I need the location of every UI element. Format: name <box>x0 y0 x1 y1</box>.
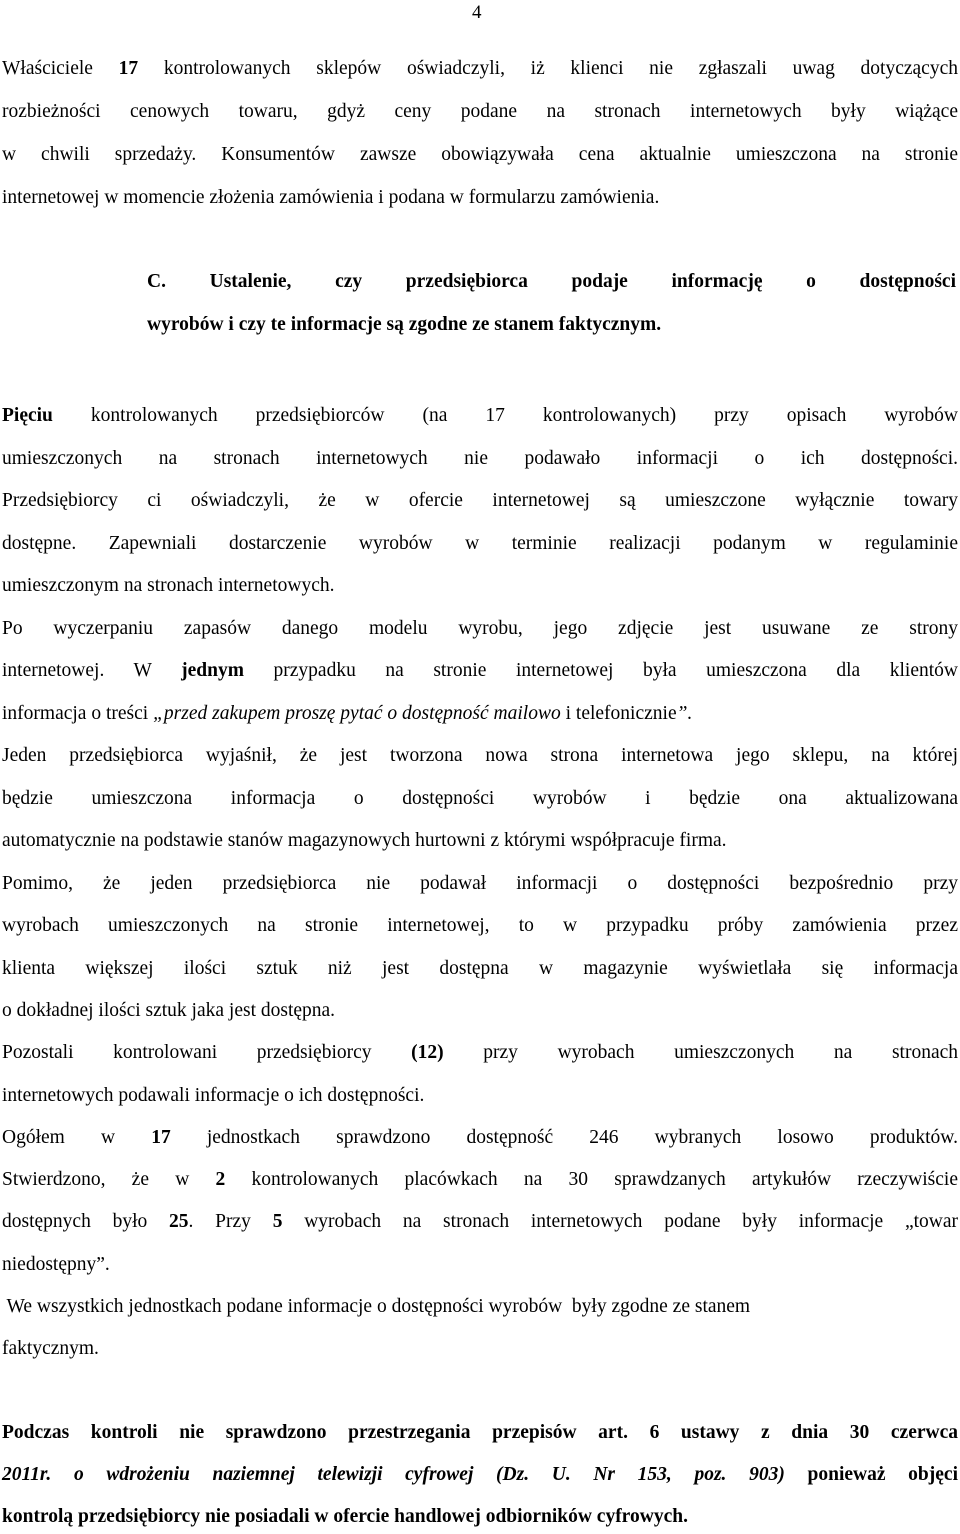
text-line: umieszczonym na stronach internetowych. <box>2 575 335 596</box>
bold-word: Pięciu <box>2 405 53 426</box>
text-line: wyrobach umieszczonych na stronie internetowej, to w przypadku próby zamówienia przez <box>2 915 958 936</box>
text-line: Pomimo, że jeden przedsiębiorca nie podawał informacji o dostępności bezpośrednio przy <box>2 873 958 894</box>
text-line: będzie umieszczona informacja o dostępności wyrobów i będzie ona aktualizowana <box>2 788 958 809</box>
text-line <box>2 1041 958 1065</box>
text-line: Po wyczerpaniu zapasów danego modelu wyrobu, jego zdjęcie jest usuwane ze strony <box>2 618 958 639</box>
text: kontrolowanych placówkach na 30 sprawdzanych artykułów rzeczywiście <box>225 1169 958 1190</box>
text-line: internetowych podawali informacje o ich dostępności. <box>2 1085 425 1106</box>
bold-number: 25 <box>169 1211 189 1232</box>
text: Stwierdzono, że w <box>2 1169 216 1190</box>
italic-citation: 2011r. o wdrożeniu naziemnej telewizji cyfrowej (Dz. U. Nr 153, poz. 903) <box>2 1464 785 1485</box>
bold-number: 2 <box>215 1169 226 1190</box>
text-line <box>2 57 958 81</box>
text: telefonicznie <box>571 703 677 724</box>
text-line: internetowej w momencie złożenia zamówienia i podana w formularzu zamówienia. <box>2 187 660 208</box>
text: przypadku na stronie internetowej była umieszczona dla klientów <box>243 660 958 681</box>
text-line <box>2 1463 958 1487</box>
text-line: umieszczonych na stronach internetowych nie podawało informacji o ich dostępności. <box>2 448 958 469</box>
text-line <box>2 404 958 428</box>
heading-line: wyrobów i czy te informacje są zgodne ze stanem faktycznym. <box>147 314 662 335</box>
text: dostępnych było <box>2 1211 170 1232</box>
text: kontrolowanych sklepów oświadczyli, iż klienci nie zgłaszali uwag dotyczących <box>138 58 958 79</box>
text-line <box>2 659 958 683</box>
text-line: We wszystkich jednostkach podane informacje o dostępności wyrobów były zgodne ze stanem <box>2 1296 751 1317</box>
text-line: o dokładnej ilości sztuk jaka jest dostępna. <box>2 1000 336 1021</box>
text: internetowej. W <box>2 660 182 681</box>
text: Pozostali kontrolowani przedsiębiorcy <box>2 1042 412 1063</box>
text-line: klienta większej ilości sztuk niż jest dostępna w magazynie wyświetlała się informacja <box>2 958 958 979</box>
text: przy wyrobach umieszczonych na stronach <box>443 1042 958 1063</box>
text: informacja o treści <box>2 703 154 724</box>
text-line: Jeden przedsiębiorca wyjaśnił, że jest tworzona nowa strona internetowa jego sklepu, na której <box>2 745 958 766</box>
text: wyrobach na stronach internetowych podane były informacje „towar <box>282 1211 959 1232</box>
text-line <box>2 1210 958 1234</box>
text: . Przy <box>188 1211 273 1232</box>
text-line <box>2 1126 958 1150</box>
text: Właściciele <box>2 58 119 79</box>
bold-number: (12) <box>411 1042 444 1063</box>
text: jednostkach sprawdzono dostępność 246 wybranych losowo produktów. <box>170 1127 958 1148</box>
text: ponieważ objęci <box>784 1464 958 1485</box>
italic-quote: „przed zakupem proszę pytać o dostępność mailowo <box>153 703 566 724</box>
bold-number: 5 <box>272 1211 283 1232</box>
text-line: niedostępny”. <box>2 1254 110 1275</box>
bold-word: jednym <box>181 660 244 681</box>
text-line <box>2 1168 958 1192</box>
text: Ogółem w <box>2 1127 152 1148</box>
text-line: dostępne. Zapewniali dostarczenie wyrobów w terminie realizacji podanym w regulaminie <box>2 533 958 554</box>
heading-line: C. Ustalenie, czy przedsiębiorca podaje informację o dostępności <box>147 271 956 292</box>
text-line: kontrolą przedsiębiorcy nie posiadali w ofercie handlowej odbiorników cyfrowych. <box>2 1506 688 1527</box>
text-line <box>2 702 958 726</box>
page-number: 4 <box>472 2 482 23</box>
text-line: faktycznym. <box>2 1338 99 1359</box>
text-line: Podczas kontroli nie sprawdzono przestrzegania przepisów art. 6 ustawy z dnia 30 czerwca <box>2 1422 958 1443</box>
bold-number: 17 <box>118 58 139 79</box>
bold-number: 17 <box>151 1127 171 1148</box>
text-line: rozbieżności cenowych towaru, gdyż ceny podane na stronach internetowych były wiążące <box>2 101 958 122</box>
text-line: Przedsiębiorcy ci oświadczyli, że w ofercie internetowej są umieszczone wyłącznie towary <box>2 490 958 511</box>
italic-quote-end: ”. <box>676 703 693 724</box>
text-line: automatycznie na podstawie stanów magazynowych hurtowni z którymi współpracuje firma. <box>2 830 727 851</box>
text: kontrolowanych przedsiębiorców (na 17 kontrolowanych) przy opisach wyrobów <box>52 405 958 426</box>
text-line: w chwili sprzedaży. Konsumentów zawsze obowiązywała cena aktualnie umieszczona na stronie <box>2 144 958 165</box>
text: i <box>565 703 572 724</box>
